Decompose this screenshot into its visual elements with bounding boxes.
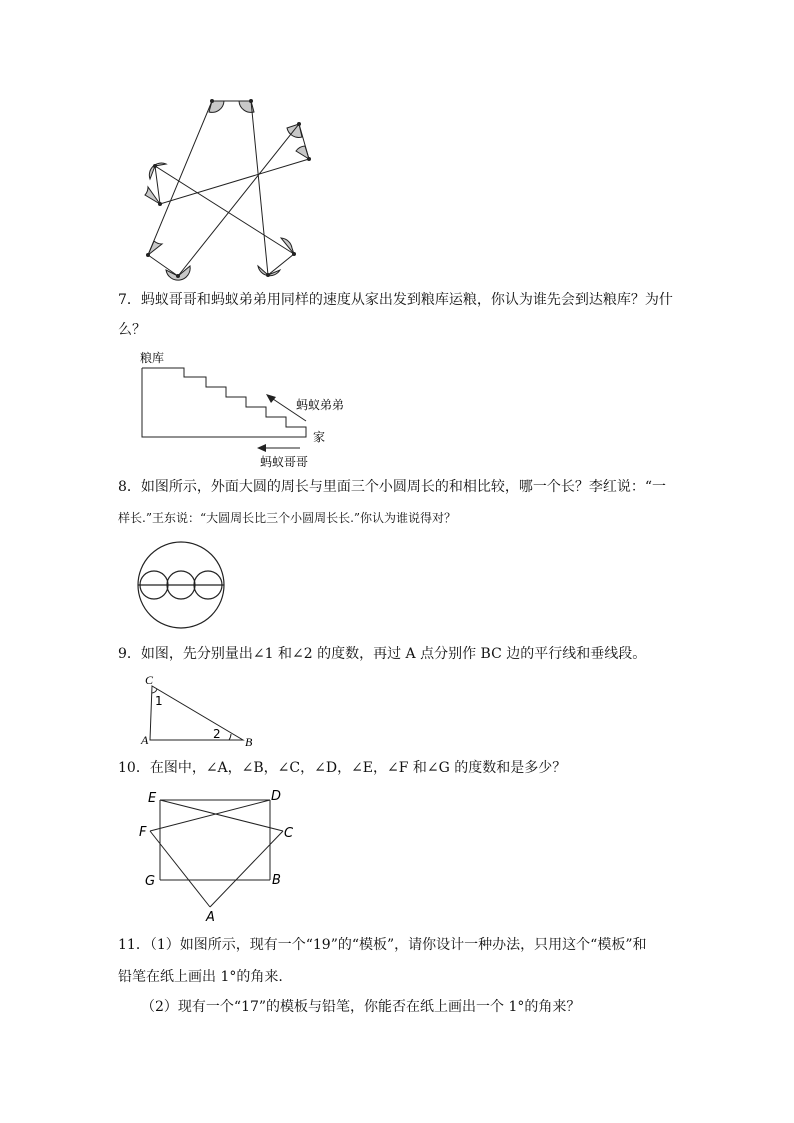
stairs-figure bbox=[135, 345, 345, 470]
younger-ant-label: 蚂蚁弟弟 bbox=[296, 398, 345, 412]
question-8-line1: 8．如图所示，外面大圆的周长与里面三个小圆周长的和相比较，哪一个长？李红说：“一 bbox=[118, 479, 667, 495]
angle-1-label: 1 bbox=[155, 694, 163, 708]
polygon-figure bbox=[136, 785, 301, 925]
triangle-figure bbox=[140, 668, 260, 750]
question-11-line1: 11．（1）如图所示，现有一个“19”的“模板”，请你设计一种办法，只用这个“模板”和 bbox=[118, 937, 647, 953]
angle-arc bbox=[148, 241, 162, 255]
question-11-line3: （2）现有一个“17”的模板与铅笔，你能否在纸上画出一个 1°的角来？ bbox=[141, 999, 581, 1015]
label-C: C bbox=[284, 826, 294, 841]
label-A: A bbox=[206, 910, 215, 925]
question-9-line1: 9．如图，先分别量出∠1 和∠2 的度数，再过 A 点分别作 BC 边的平行线和垂线段。 bbox=[118, 646, 647, 662]
question-7-line2: 么？ bbox=[118, 322, 146, 338]
label-G: G bbox=[145, 874, 156, 889]
pentagram-figure bbox=[138, 95, 318, 285]
label-B: B bbox=[272, 873, 281, 888]
angle-arc bbox=[281, 238, 294, 254]
question-8-line2: 样长.”王东说：“大圆周长比三个小圆周长长.”你认为谁说得对？ bbox=[118, 511, 457, 525]
angle-arc bbox=[166, 266, 190, 280]
label-A: A bbox=[141, 733, 149, 747]
label-C: C bbox=[145, 673, 154, 687]
question-10-line1: 10．在图中，∠A，∠B，∠C，∠D，∠E，∠F 和∠G 的度数和是多少？ bbox=[118, 760, 567, 776]
label-F: F bbox=[139, 825, 147, 840]
label-D: D bbox=[271, 789, 282, 804]
question-7-line1: 7．蚂蚁哥哥和蚂蚁弟弟用同样的速度从家出发到粮库运粮，你认为谁先会到达粮库？为什 bbox=[118, 292, 673, 308]
label-B: B bbox=[245, 735, 253, 749]
granary-label: 粮库 bbox=[140, 351, 165, 365]
circles-figure bbox=[135, 540, 245, 635]
label-E: E bbox=[148, 791, 157, 806]
elder-ant-label: 蚂蚁哥哥 bbox=[260, 455, 309, 469]
home-label: 家 bbox=[313, 430, 326, 444]
angle-2-label: 2 bbox=[213, 727, 221, 741]
question-11-line2: 铅笔在纸上画出 1°的角来. bbox=[118, 969, 283, 985]
